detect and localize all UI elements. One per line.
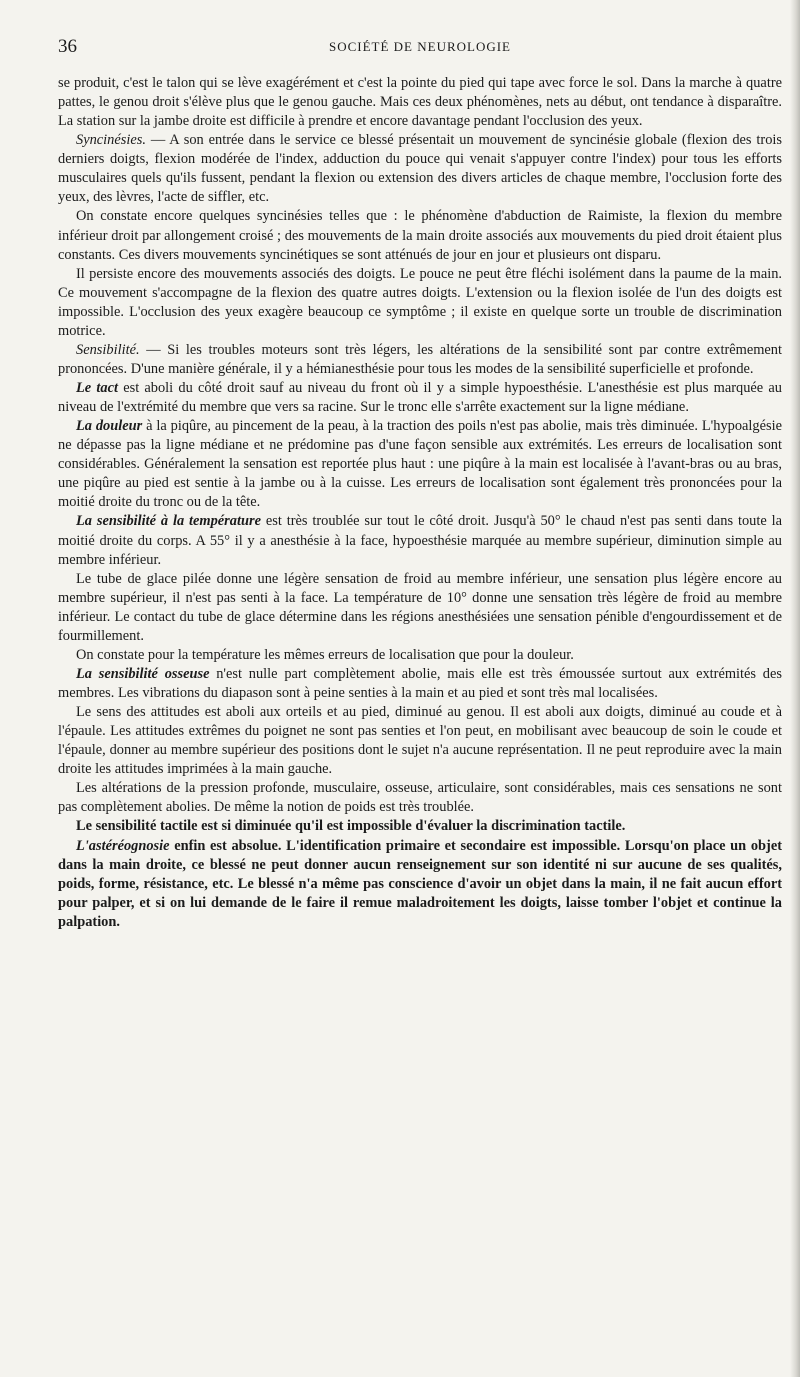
paragraph-text: — A son entrée dans le service ce blessé présentait un mouvement de syncinésie globale (flexion des trois derniers doigts, flexion modérée de l'index, adduction du pouce qui venait s'appuyer contre l'index) pour tous les efforts musculaires quels qu'ils fussent, pendant la flexion ou extension des divers articles de chaque membre, l'occlusion forte des yeux, des lèvres, l'acte de siffler, etc. bbox=[58, 132, 782, 206]
section-lead: La sensibilité à la température bbox=[76, 513, 261, 530]
section-lead: Syncinésies. bbox=[76, 132, 146, 149]
paragraph-text: Le sens des attitudes est aboli aux orteils et au pied, diminué au genou. Il est aboli aux doigts, diminué au coude et à l'épaule. Les attitudes extrêmes du poignet ne sont pas senties et l'on peut, en mobilisant avec beaucoup de soin le coude et l'épaule, donner au membre supérieur des positions dont le sujet n'a aucune représentation. Il ne peut reproduire avec la main droite les attitudes imprimées à la main gauche. bbox=[58, 704, 782, 778]
paragraph bbox=[58, 131, 782, 207]
paragraph bbox=[58, 379, 782, 417]
paragraph-text: — Si les troubles moteurs sont très légers, les altérations de la sensibilité sont par contre extrêmement prononcées. D'une manière générale, il y a hémianesthésie pour tous les modes de la sensibilité superficielle et profonde. bbox=[58, 341, 782, 377]
paragraph-text: enfin est absolue. L'identification primaire et secondaire est impossible. Lorsqu'on place un objet dans la main droite, ce blessé ne peut donner aucun renseignement sur son identité ni sur aucune de ses qualités, poids, forme, résistance, etc. Le blessé n'a même pas conscience d'avoir un objet dans la main, il ne fait aucun effort pour palper, et si on lui demande de le faire il remue maladroitement les doigts, laisse tomber l'objet et continue la palpation. bbox=[58, 837, 782, 930]
paragraph-text: Le tube de glace pilée donne une légère sensation de froid au membre inférieur, une sensation plus légère encore au membre supérieur, il n'est pas senti à la face. La température de 10° donne une sensation très légère de froid au membre inférieur. Le contact du tube de glace détermine dans les régions anesthésiées une sensation pénible d'engourdissement et de fourmillement. bbox=[58, 570, 782, 644]
paragraph-text: Le sensibilité tactile est si diminuée qu'il est impossible d'évaluer la discrimination tactile. bbox=[76, 818, 626, 835]
paragraph-text: On constate encore quelques syncinésies telles que : le phénomène d'abduction de Raimiste, la flexion du membre inférieur droit par allongement croisé ; des mouvements de la main droite associés aux mouvements du pied droit étaient plus constants. Ces divers mouvements syncinétiques se sont atténués de jour en jour et plusieurs ont disparu. bbox=[58, 208, 782, 263]
paragraph bbox=[58, 646, 782, 665]
page-number: 36 bbox=[58, 36, 77, 57]
paragraph bbox=[58, 74, 782, 131]
page-edge-shadow bbox=[790, 0, 800, 1377]
section-lead: Le tact bbox=[76, 380, 118, 396]
paragraph bbox=[58, 817, 782, 836]
paragraph bbox=[58, 512, 782, 569]
paragraph bbox=[58, 703, 782, 779]
paragraph bbox=[58, 665, 782, 703]
paragraph bbox=[58, 837, 782, 932]
paragraph bbox=[58, 417, 782, 512]
paragraph-text: à la piqûre, au pincement de la peau, à la traction des poils n'est pas abolie, mais très diminuée. L'hypoalgésie ne dépasse pas la ligne médiane et ne prédomine pas d'une façon sensible aux extrémités. Les erreurs de localisation sont considérables. Généralement la sensation est reportée plus haut : une piqûre à la main est localisée à l'avant-bras ou au bras, une piqûre au pied est sentie à la jambe ou à la cuisse. Les erreurs de localisation sont également très prononcées pour la moitié droite du tronc ou de la tête. bbox=[58, 418, 783, 511]
paragraph-text: est aboli du côté droit sauf au niveau du front où il y a simple hypoesthésie. L'anesthésie est plus marquée au niveau de l'extrémité du membre que vers sa racine. Sur le tronc elle s'arrête exactement sur la ligne médiane. bbox=[58, 380, 782, 416]
page-header bbox=[58, 36, 782, 58]
paragraph-text: Les altérations de la pression profonde, musculaire, osseuse, articulaire, sont considérables, mais ces sensations ne sont pas complètement abolies. De même la notion de poids est très troublée. bbox=[58, 780, 782, 816]
paragraph-text: Il persiste encore des mouvements associés des doigts. Le pouce ne peut être fléchi isolément dans la paume de la main. Ce mouvement s'accompagne de la flexion des quatre autres doigts. L'extension ou la flexion isolée de l'un des doigts est impossible. L'occlusion des yeux exagère beaucoup ce symptôme ; il existe en quelque sorte un trouble de discrimination motrice. bbox=[58, 265, 782, 339]
paragraph-text: On constate pour la température les mêmes erreurs de localisation que pour la douleur. bbox=[76, 646, 574, 663]
paragraph-text: est très troublée sur tout le côté droit. Jusqu'à 50° le chaud n'est pas senti dans toute la moitié droite du corps. A 55° il y a anesthésie à la face, hypoesthésie marquée au membre supérieur, diminution simple au membre inférieur. bbox=[58, 513, 782, 568]
section-lead: La douleur bbox=[76, 418, 143, 435]
body-text bbox=[58, 74, 782, 932]
section-lead: Sensibilité. bbox=[76, 341, 140, 358]
paragraph bbox=[58, 341, 782, 379]
section-lead: L'astéréognosie bbox=[76, 837, 170, 854]
paragraph bbox=[58, 570, 782, 646]
running-title: SOCIÉTÉ DE NEUROLOGIE bbox=[328, 39, 512, 54]
section-lead: La sensibilité osseuse bbox=[76, 665, 210, 682]
paragraph bbox=[58, 207, 782, 264]
paragraph-text: se produit, c'est le talon qui se lève exagérément et c'est la pointe du pied qui tape avec force le sol. Dans la marche à quatre pattes, le genou droit s'élève plus que le genou gauche. Mais ces deux phénomènes, nets au début, ont tendance à disparaître. La station sur la jambe droite est difficile à prendre et encore davantage pendant l'occlusion des yeux. bbox=[58, 75, 782, 130]
paragraph bbox=[58, 779, 782, 817]
paragraph bbox=[58, 265, 782, 341]
paragraph-text: n'est nulle part complètement abolie, mais elle est très émoussée surtout aux extrémités des membres. Les vibrations du diapason sont à peine senties à la main et au pied et sont très mal localisées. bbox=[58, 665, 782, 701]
